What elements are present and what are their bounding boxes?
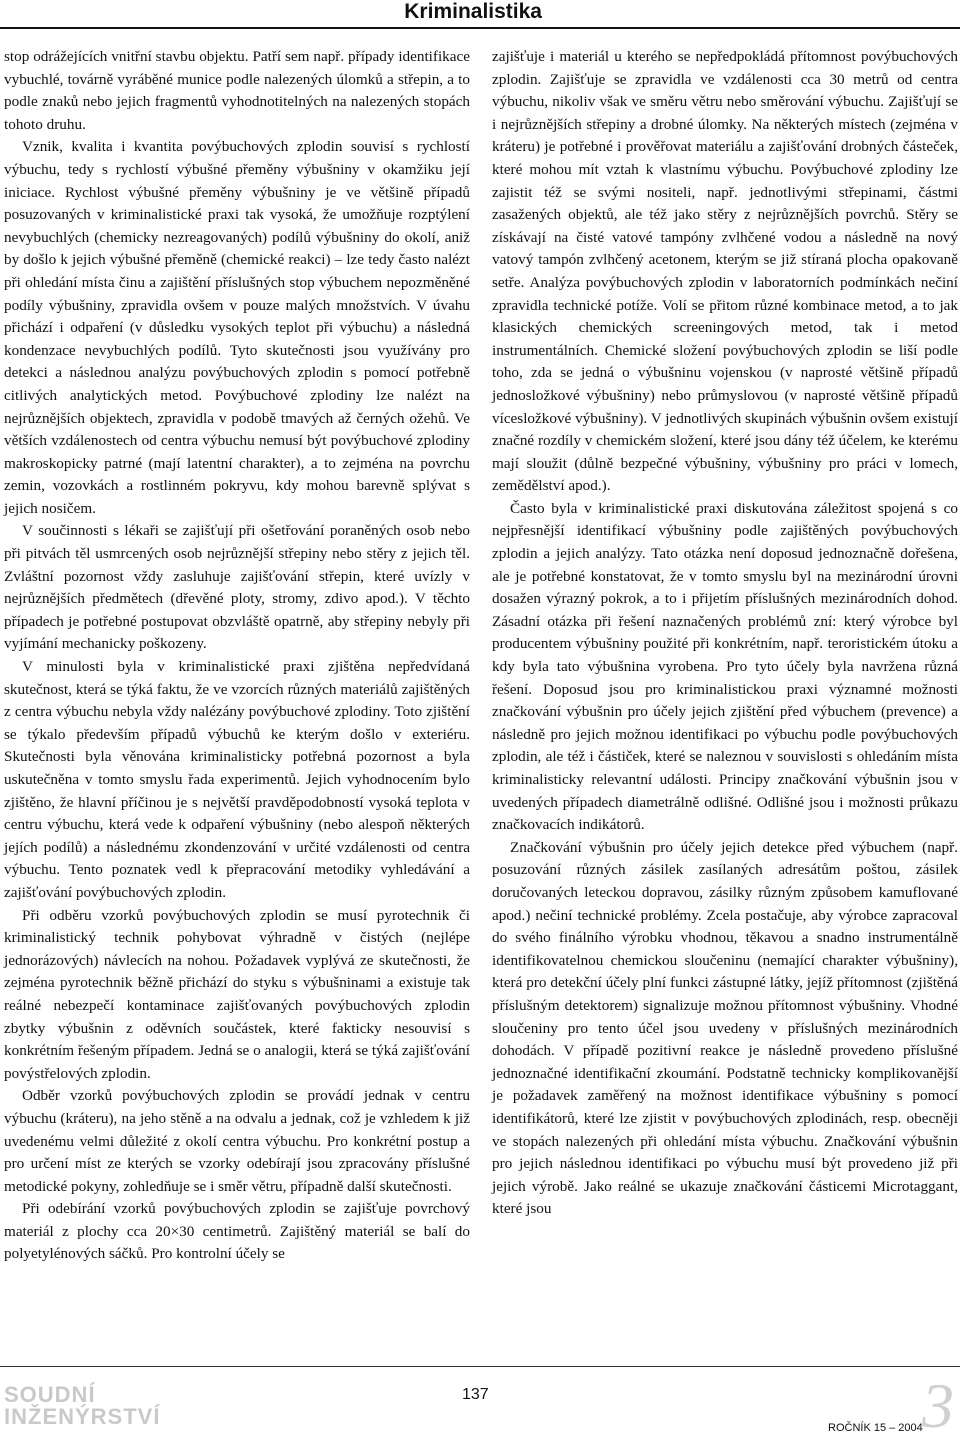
paragraph: zajišťuje i materiál u kterého se nepředpokládá přítomnost povýbuchových zplodin. Zajišťuje se zpravidla ve vzdálenosti cca 30 metrů od centra výbuchu, nikoliv však ve směru větru nebo směrování výbuchu. Zajišťují se i nejrůznějších střepiny a drobné úlomky. Na některých místech (zejména v kráteru) je potřebné i prověřovat materiálu a zajišťování drobných částeček, které mohou mít vztah k vlastnímu výbuchu. Povýbuchové zplodiny lze zajistit též se svými nositeli, např. jednotlivými střepinami, částmi zasažených objektů, ale též jako stěry z nejrůznějších povrchů. Stěry se získávají na čisté vatové tampóny zvlhčené vodou a následně na nový vatový tampón zvlhčený acetonem, kterým se již stíraná plocha opakovaně setře. Analýza povýbuchových zplodin v laboratorních podmínkách nečiní zpravidla technické potíže. Volí se přitom různé kombinace metod, a to jak klasických chemických screeningových metod, tak i metod instrumentálních. Chemické složení povýbuchových zplodin se liší podle toho, zda se jedná o výbušninu vojenskou (v naprosté většině případů jednosložkové výbušniny) nebo průmyslovou (v naprosté většině případů vícesložkové výbušniny). V jednotlivých skupinách výbušnin ovšem existují značné rozdíly v chemickém složení, které jsou dány též účelem, ke kterému mají sloužit (důlně bezpečné výbušniny, výbušniny pro práci v lomech, zemědělství apod.). bbox=[492, 48, 958, 495]
right-text-column bbox=[492, 46, 958, 1221]
logo-line-1: SOUDNÍ bbox=[4, 1382, 96, 1407]
logo-line-2: INŽENÝRSTVÍ bbox=[4, 1404, 161, 1429]
issue-number: 3 bbox=[922, 1370, 954, 1441]
header-divider bbox=[0, 27, 960, 29]
paragraph: Vznik, kvalita i kvantita povýbuchových zplodin souvisí s rychlostí výbuchu, tedy s rychlostí výbušné přeměny výbušniny v okamžiku její iniciace. Rychlost výbušné přeměny výbušniny je ve většině případů posuzovaných v kriminalistické praxi tak vysoká, že umožňuje rozptýlení nevybuchlých (chemicky nezreagovaných) podílů výbušniny do okolí, aniž by došlo k jejich výbušné přeměně (chemické reakci) – lze tedy často nalézt při ohledání místa činu a zajištění příslušných stop výbuchem nepozměněné podíly výbušniny, zpravidla ovšem v pouze malých množstvích. V úvahu přichází i odpaření (v důsledku vysokých teplot při výbuchu) a následná kondenzace nevybuchlých podílů. Tyto skutečnosti jsou využívány pro detekci a následnou analýzu povýbuchových zplodin s pomocí potřebně citlivých analytických metod. Povýbuchové zplodiny lze nalézt na nejrůznějších objektech, zpravidla v podobě tmavých až černých ožehů. Ve větších vzdálenostech od centra výbuchu nemusí být povýbuchové zplodiny makroskopicky patrné (mají latentní charakter), a to zejména na povrchu zemin, vozovkách a rostlinném pokryvu, kdy mohou barevně splývat s jejich nosičem. bbox=[4, 138, 470, 517]
paragraph: Často byla v kriminalistické praxi diskutována záležitost spojená s co nejpřesnější identifikací výbušniny podle zajištěných povýbuchových zplodin a jejich analýzy. Tato otázka není doposud jednoznačně dořešena, ale je potřebné konstatovat, že v tomto smyslu byl na mezinárodní úrovni dosažen výrazný pokrok, a to i přijetím příslušných mezinárodních dohod. Zásadní otázka při řešení naznačených problémů zní: který výrobce byl producentem výbušniny použité při konkrétním, např. teroristickém útoku a kdy byla tato výbušnina vyrobena. Pro tyto účely byla navržena různá řešení. Doposud jsou pro kriminalistickou praxi významné možnosti značkování výbušnin pro účely jejich zjištění před výbuchem (prevence) a následně pro jejich možnou identifikaci po výbuchu podle povýbuchových zplodin, ale též i částiček, které se naleznou v souvislosti s ohledáním místa kriminalisticky relevantní události. Principy značkování výbušnin jsou v uvedených případech diametrálně odlišné. Odlišné jsou i možnosti průkazu značkovacích indikátorů. bbox=[492, 499, 958, 834]
paragraph: Při odebírání vzorků povýbuchových zplodin se zajišťuje povrchový materiál z plochy cca 20×30 centimetrů. Zajištěný materiál se balí do polyetylénových sáčků. Pro kontrolní účely se bbox=[4, 1200, 470, 1263]
paragraph: Značkování výbušnin pro účely jejich detekce před výbuchem (např. posuzování různých zásilek zasílaných adresátům poštou, zásilek doručovaných leteckou dopravou, zásilky různým způsobem kamuflované apod.) nečiní technické problémy. Zcela postačuje, aby výrobce zapracoval do svého finálního výrobku vhodnou, těkavou a snadno instrumentálně identifikovatelnou chemickou sloučeninu (nemající charakter výbušniny), která pro detekční účely plní funkci zástupné látky, jejíž přítomnost (zjištěná příslušným detektorem) signalizuje možnou přítomnost výbušniny. Vhodné sloučeniny pro tento účel jsou uvedeny v příslušných mezinárodních dohodách. V případě pozitivní reakce je následně provedeno příslušné jednoznačné identifikační zkoumání. Podstatně technicky komplikovanější je požadavek zaměřený na možnost identifikace výbušniny s pomocí identifikátorů, které lze zjistit v povýbuchových zplodinách, resp. obecněji ve stopách nalezených při ohledání místa výbuchu. Značkování výbušnin pro jejich následnou identifikaci po výbuchu musí být provedeno již při jejich výrobě. Jako reálné se ukazuje značkování částicemi Microtaggant, které jsou bbox=[492, 838, 958, 1218]
paragraph: stop odrážejících vnitřní stavbu objektu. Patří sem např. případy identifikace vybuchlé, továrně vyráběné munice podle nalezených úlomků a střepin, a to podle znaků nebo jejich fragmentů vyhodnotitelných na nalezených stopách tohoto druhu. bbox=[4, 48, 470, 133]
section-title: Kriminalistika bbox=[404, 0, 542, 23]
paragraph: V součinnosti s lékaři se zajišťují při ošetřování poraněných osob nebo při pitvách těl usmrcených osob nejrůznější střepiny nebo stěry z jejich těl. Zvláštní pozornost vždy zasluhuje zajišťování střepin, které uvízly v nejrůznějších předmětech (dřevěné ploty, stromy, zdivo apod.). V těchto případech je potřebné postupovat obzvláště opatrně, aby střepiny nebyly při vyjímání mechanicky poškozeny. bbox=[4, 522, 470, 653]
journal-logo bbox=[4, 1384, 160, 1428]
paragraph: Při odběru vzorků povýbuchových zplodin se musí pyrotechnik či kriminalistický technik pohybovat výhradně v čistých (nejlépe jednorázových) návlecích na nohou. Požadavek vyplývá ze skutečnosti, že zejména pyrotechnik běžně přichází do styku s výbušninami a existuje tak reálné nebezpečí kontaminace zajišťovaných povýbuchových zplodin zbytky výbušnin z oděvních součástek, které fakticky nesouvisí s konkrétním řešeným případem. Jedná se o analogii, která se týká zajišťování povýstřelových zplodin. bbox=[4, 906, 470, 1082]
paragraph: Odběr vzorků povýbuchových zplodin se provádí jednak v centru výbuchu (kráteru), na jeho stěně a na odvalu a jednak, což je vzhledem k již uvedenému velmi důležité z okolí centra výbuchu. Pro konkrétní postup a pro určení míst ze kterých se vzorky odebírají jsou zpracovány příslušné metodické pokyny, zohledňuje se i směr větru, případně další skutečnosti. bbox=[4, 1087, 470, 1195]
footer-divider bbox=[0, 1366, 960, 1367]
volume-label: ROČNÍK 15 – 2004 bbox=[828, 1422, 923, 1434]
left-text-column bbox=[4, 46, 470, 1266]
page-header bbox=[0, 0, 960, 30]
page-number: 137 bbox=[462, 1386, 489, 1403]
paragraph: V minulosti byla v kriminalistické praxi zjištěna nepředvídaná skutečnost, která se týká faktu, že ve vzorcích různých materiálů zajištěných z centra výbuchu nebyla vždy nalézány povýbuchové zplodiny. Toto zjištění se týkalo především případů výbuchů ke kterým došlo v exteriéru. Skutečnosti byla věnována kriminalisticky potřebná pozornost a byla uskutečněna v tomto smyslu řada experimentů. Jejich vyhodnocením bylo zjištěno, že hlavní příčinou je s největší pravděpodobností vysoká teplota v centru výbuchu, která vede k odpaření výbušniny (nebo alespoň některých jejích podílů) a následnému zkondenzování v určité vzdálenosti od centra výbuchu. Tento poznatek vedl k přepracování metodiky vyhledávání a zajišťování povýbuchových zplodin. bbox=[4, 658, 470, 901]
